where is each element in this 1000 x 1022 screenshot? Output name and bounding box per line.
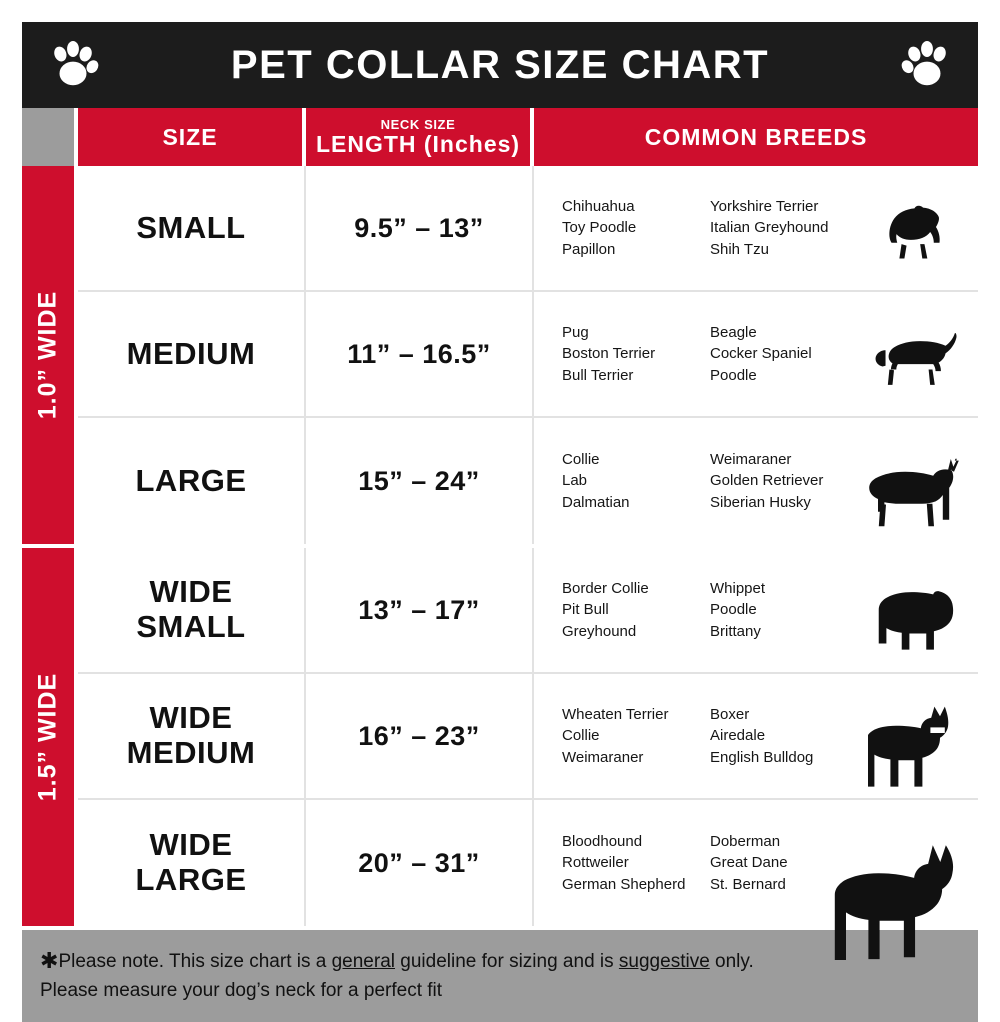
cell-size	[78, 548, 306, 672]
table-row	[78, 548, 978, 674]
table-row	[78, 166, 978, 292]
footer-text-suggestive: suggestive	[618, 951, 710, 972]
breed-item: Collie	[562, 451, 600, 469]
table-row	[78, 418, 978, 544]
footer-line-1	[40, 944, 958, 977]
length-value: 13” – 17”	[358, 594, 480, 625]
cell-size	[78, 674, 306, 798]
breed-column-1	[562, 578, 710, 642]
breed-item: Border Collie	[562, 580, 649, 598]
group-1-rows	[78, 166, 978, 544]
cell-length	[306, 418, 534, 544]
breed-item: Rottweiler	[562, 854, 629, 872]
column-header-length-label: LENGTH (Inches)	[315, 130, 521, 157]
breed-item: Great Dane	[710, 854, 788, 872]
cell-breeds	[534, 674, 978, 798]
breed-column-2	[710, 322, 870, 386]
breed-item: Pit Bull	[562, 601, 609, 619]
boxer-silhouette-icon	[868, 705, 964, 798]
breed-item: Chihuahua	[562, 198, 635, 216]
column-header-breeds	[534, 108, 978, 166]
cell-breeds	[534, 548, 978, 672]
breed-item: Dalmatian	[562, 493, 630, 511]
breed-item: St. Bernard	[710, 875, 786, 893]
breed-item: Weimaraner	[710, 451, 792, 469]
breed-item: Pug	[562, 324, 589, 342]
size-label: LARGE	[135, 462, 247, 498]
cell-breeds	[534, 166, 978, 290]
group-label-1-0-wide-text: 1.0” WIDE	[33, 290, 62, 420]
breed-item: Greyhound	[562, 622, 637, 640]
breed-item: Golden Retriever	[710, 472, 824, 490]
paw-icon	[46, 38, 100, 92]
cell-breeds	[534, 418, 978, 544]
breed-item: Toy Poodle	[562, 219, 637, 237]
breed-item: Wheaten Terrier	[562, 706, 669, 724]
footer-line-2: Please measure your dog’s neck for a perfect fit	[40, 980, 443, 1001]
size-label-line2: MEDIUM	[126, 735, 256, 770]
breed-item: Bloodhound	[562, 833, 643, 851]
size-label-line1: WIDE	[149, 700, 233, 736]
column-header-length-sub: NECK SIZE	[380, 116, 456, 132]
breed-item: Poodle	[710, 366, 757, 384]
breed-item: Boston Terrier	[562, 345, 656, 363]
breed-column-1	[562, 322, 710, 386]
size-label: SMALL	[136, 209, 246, 245]
breed-item: Brittany	[710, 622, 761, 640]
bulldog-silhouette-icon	[868, 583, 960, 666]
breed-column-1	[562, 831, 710, 895]
size-label	[136, 575, 245, 644]
column-header-breeds-label: COMMON BREEDS	[644, 123, 868, 150]
pomeranian-silhouette-icon	[870, 199, 956, 270]
footer-text-c: only.	[709, 951, 754, 972]
breed-item: Poodle	[710, 601, 757, 619]
doberman-silhouette-icon	[832, 843, 972, 970]
husky-silhouette-icon	[858, 451, 970, 536]
table-body	[22, 166, 978, 926]
size-label-line2: SMALL	[136, 609, 246, 644]
length-value: 20” – 31”	[358, 847, 480, 878]
cell-length	[306, 674, 534, 798]
breed-item: Cocker Spaniel	[710, 345, 812, 363]
table-column-headers	[22, 108, 978, 166]
group-label-1-5-wide	[22, 548, 78, 926]
footer-text-general: general	[331, 951, 395, 972]
size-label	[127, 701, 256, 770]
length-value: 11” – 16.5”	[347, 338, 491, 369]
breed-item: Doberman	[710, 833, 781, 851]
column-header-length	[306, 108, 534, 166]
page-title: PET COLLAR SIZE CHART	[230, 42, 770, 87]
breed-column-1	[562, 196, 710, 260]
cell-size	[78, 800, 306, 926]
size-label-line1: WIDE	[149, 574, 233, 610]
breed-column-2	[710, 704, 870, 768]
breed-item: Beagle	[710, 324, 757, 342]
footer-text-b: guideline for sizing and is	[395, 951, 619, 972]
cell-size	[78, 418, 306, 544]
breed-column-1	[562, 704, 710, 768]
beagle-silhouette-icon	[864, 327, 964, 394]
breed-item: Papillon	[562, 240, 616, 258]
length-value: 16” – 23”	[358, 720, 480, 751]
cell-size	[78, 166, 306, 290]
cell-length	[306, 548, 534, 672]
table-row	[78, 674, 978, 800]
corner-cell	[22, 108, 78, 166]
group-2-rows	[78, 548, 978, 926]
breed-item: Weimaraner	[562, 748, 644, 766]
breed-item: Boxer	[710, 706, 750, 724]
breed-item: Lab	[562, 472, 588, 490]
breed-item: Shih Tzu	[710, 240, 769, 258]
length-value: 15” – 24”	[358, 465, 480, 496]
group-label-1-0-wide	[22, 166, 78, 544]
breed-item: English Bulldog	[710, 748, 814, 766]
table-row	[78, 800, 978, 926]
breed-item: Yorkshire Terrier	[710, 198, 819, 216]
breed-item: Italian Greyhound	[710, 219, 829, 237]
breed-item: Collie	[562, 727, 600, 745]
cell-length	[306, 166, 534, 290]
group-label-1-5-wide-text: 1.5” WIDE	[33, 672, 62, 802]
cell-length	[306, 800, 534, 926]
breed-column-2	[710, 578, 870, 642]
breed-item: Bull Terrier	[562, 366, 634, 384]
breed-item: German Shepherd	[562, 875, 686, 893]
chart-frame	[22, 22, 978, 1001]
footer-text-a: Please note. This size chart is a	[58, 951, 332, 972]
asterisk-icon: ✱	[40, 948, 59, 973]
paw-icon	[900, 38, 954, 92]
cell-breeds	[534, 292, 978, 416]
breed-item: Siberian Husky	[710, 493, 811, 511]
length-value: 9.5” – 13”	[354, 212, 484, 243]
breed-column-1	[562, 449, 710, 513]
cell-breeds	[534, 800, 978, 926]
breed-item: Airedale	[710, 727, 766, 745]
size-label-line1: WIDE	[149, 827, 233, 863]
table-row	[78, 292, 978, 418]
chart-header	[22, 22, 978, 108]
size-group-2	[22, 544, 978, 926]
breed-column-2	[710, 449, 870, 513]
column-header-size-label: SIZE	[162, 123, 218, 150]
size-label: MEDIUM	[126, 335, 256, 371]
breed-item: Whippet	[710, 580, 766, 598]
column-header-size	[78, 108, 306, 166]
size-label	[136, 828, 247, 897]
breed-column-2	[710, 196, 870, 260]
size-label-line2: LARGE	[135, 862, 247, 897]
cell-size	[78, 292, 306, 416]
size-group-1	[22, 166, 978, 544]
cell-length	[306, 292, 534, 416]
